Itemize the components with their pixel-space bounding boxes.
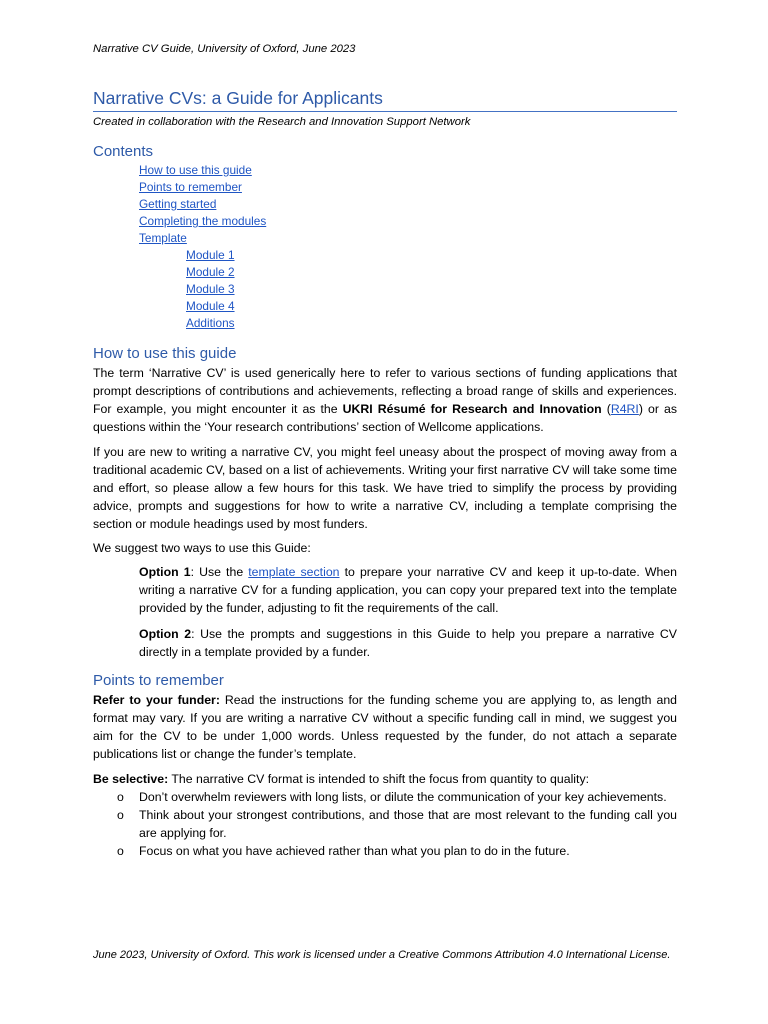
paragraph-text: The term ‘Narrative CV’ is used generically here to refer to various sections of funding applications that prompt descriptions of contributions and achievements, reflecting a broad range of skills and experiences. For example, you might encounter it as the (93, 366, 677, 416)
bullet-text: Think about your strongest contributions, and those that are most relevant to the funding call you are applying for. (139, 808, 677, 840)
list-item (93, 842, 677, 860)
paragraph-text: : Use the prompts and suggestions in this Guide to help you prepare a narrative CV directly in a template provided by a funder. (139, 627, 677, 659)
paragraph-text: The narrative CV format is intended to shift the focus from quantity to quality: (168, 772, 590, 786)
option-1-paragraph (139, 563, 677, 617)
bullet-marker: o (117, 790, 124, 804)
toc-link-module-4[interactable]: Module 4 (186, 299, 235, 313)
paragraph-text: ) or as questions within the ‘Your research contributions’ section of Wellcome applications. (93, 402, 677, 434)
be-selective-paragraph (93, 770, 677, 788)
page-footer: June 2023, University of Oxford. This work is licensed under a Creative Commons Attribution 4.0 International License. (93, 949, 671, 961)
how-to-use-paragraph-2: If you are new to writing a narrative CV, you might feel uneasy about the prospect of moving away from a traditional academic CV, based on a list of achievements. Writing your first narrative CV will take some time and effort, so please allow a few hours for this task. We have tried to simplify the process by providing advice, prompts and suggestions for how to write a narrative CV, including a template comprising the section or module headings used by most funders. (93, 445, 677, 531)
document-page (93, 0, 677, 1024)
template-section-link[interactable]: template section (248, 565, 340, 579)
paragraph-text: : Use the (190, 565, 249, 579)
bullet-text: Don’t overwhelm reviewers with long lists, or dilute the communication of your key achievements. (139, 790, 667, 804)
list-item (93, 806, 677, 842)
how-to-use-paragraph-3: We suggest two ways to use this Guide: (93, 541, 311, 555)
toc-link-getting-started[interactable]: Getting started (139, 197, 217, 211)
running-header: Narrative CV Guide, University of Oxford, June 2023 (93, 43, 356, 55)
toc-link-completing-modules[interactable]: Completing the modules (139, 214, 267, 228)
paragraph-text: ( (601, 402, 611, 416)
toc-link-module-3[interactable]: Module 3 (186, 282, 235, 296)
bullet-marker: o (117, 808, 124, 822)
paragraph-text: to prepare your narrative CV and keep it up-to-date. When writing a narrative CV for a funding application, you can copy your prepared text into the template provided by the funder, adjusting to fit the requirements of the call. (139, 565, 677, 615)
toc-link-how-to-use[interactable]: How to use this guide (139, 163, 252, 177)
option-2-paragraph (139, 625, 677, 661)
how-to-use-heading: How to use this guide (93, 345, 237, 362)
bullet-marker: o (117, 844, 124, 858)
toc-link-points-to-remember[interactable]: Points to remember (139, 180, 242, 194)
paragraph-text: Read the instructions for the funding scheme you are applying to, as length and format may vary. If you are writing a narrative CV without a specific funding call in mind, we suggest you aim for the CV to be under 1,000 words. Unless requested by the funder, do not attach a separate publications list or change the funder’s template. (93, 693, 678, 761)
toc-link-module-1[interactable]: Module 1 (186, 248, 235, 262)
toc-link-additions[interactable]: Additions (186, 316, 235, 330)
refer-to-funder-bold: Refer to your funder: (93, 693, 220, 707)
be-selective-bold: Be selective: (93, 772, 169, 786)
document-subtitle: Created in collaboration with the Research and Innovation Support Network (93, 116, 471, 128)
option-1-label: Option 1 (139, 565, 191, 579)
points-to-remember-heading: Points to remember (93, 672, 224, 689)
refer-to-funder-paragraph (93, 691, 677, 763)
option-2-label: Option 2 (139, 627, 192, 641)
bullet-text: Focus on what you have achieved rather than what you plan to do in the future. (139, 844, 570, 858)
list-item (93, 788, 677, 806)
toc-link-template[interactable]: Template (139, 231, 187, 245)
how-to-use-paragraph-1 (93, 364, 677, 436)
document-title: Narrative CVs: a Guide for Applicants (93, 88, 677, 112)
bullet-list (93, 788, 677, 860)
contents-heading: Contents (93, 143, 154, 160)
ukri-resume-bold: UKRI Résumé for Research and Innovation (342, 402, 602, 416)
r4ri-link[interactable]: R4RI (610, 402, 639, 416)
toc-link-module-2[interactable]: Module 2 (186, 265, 235, 279)
